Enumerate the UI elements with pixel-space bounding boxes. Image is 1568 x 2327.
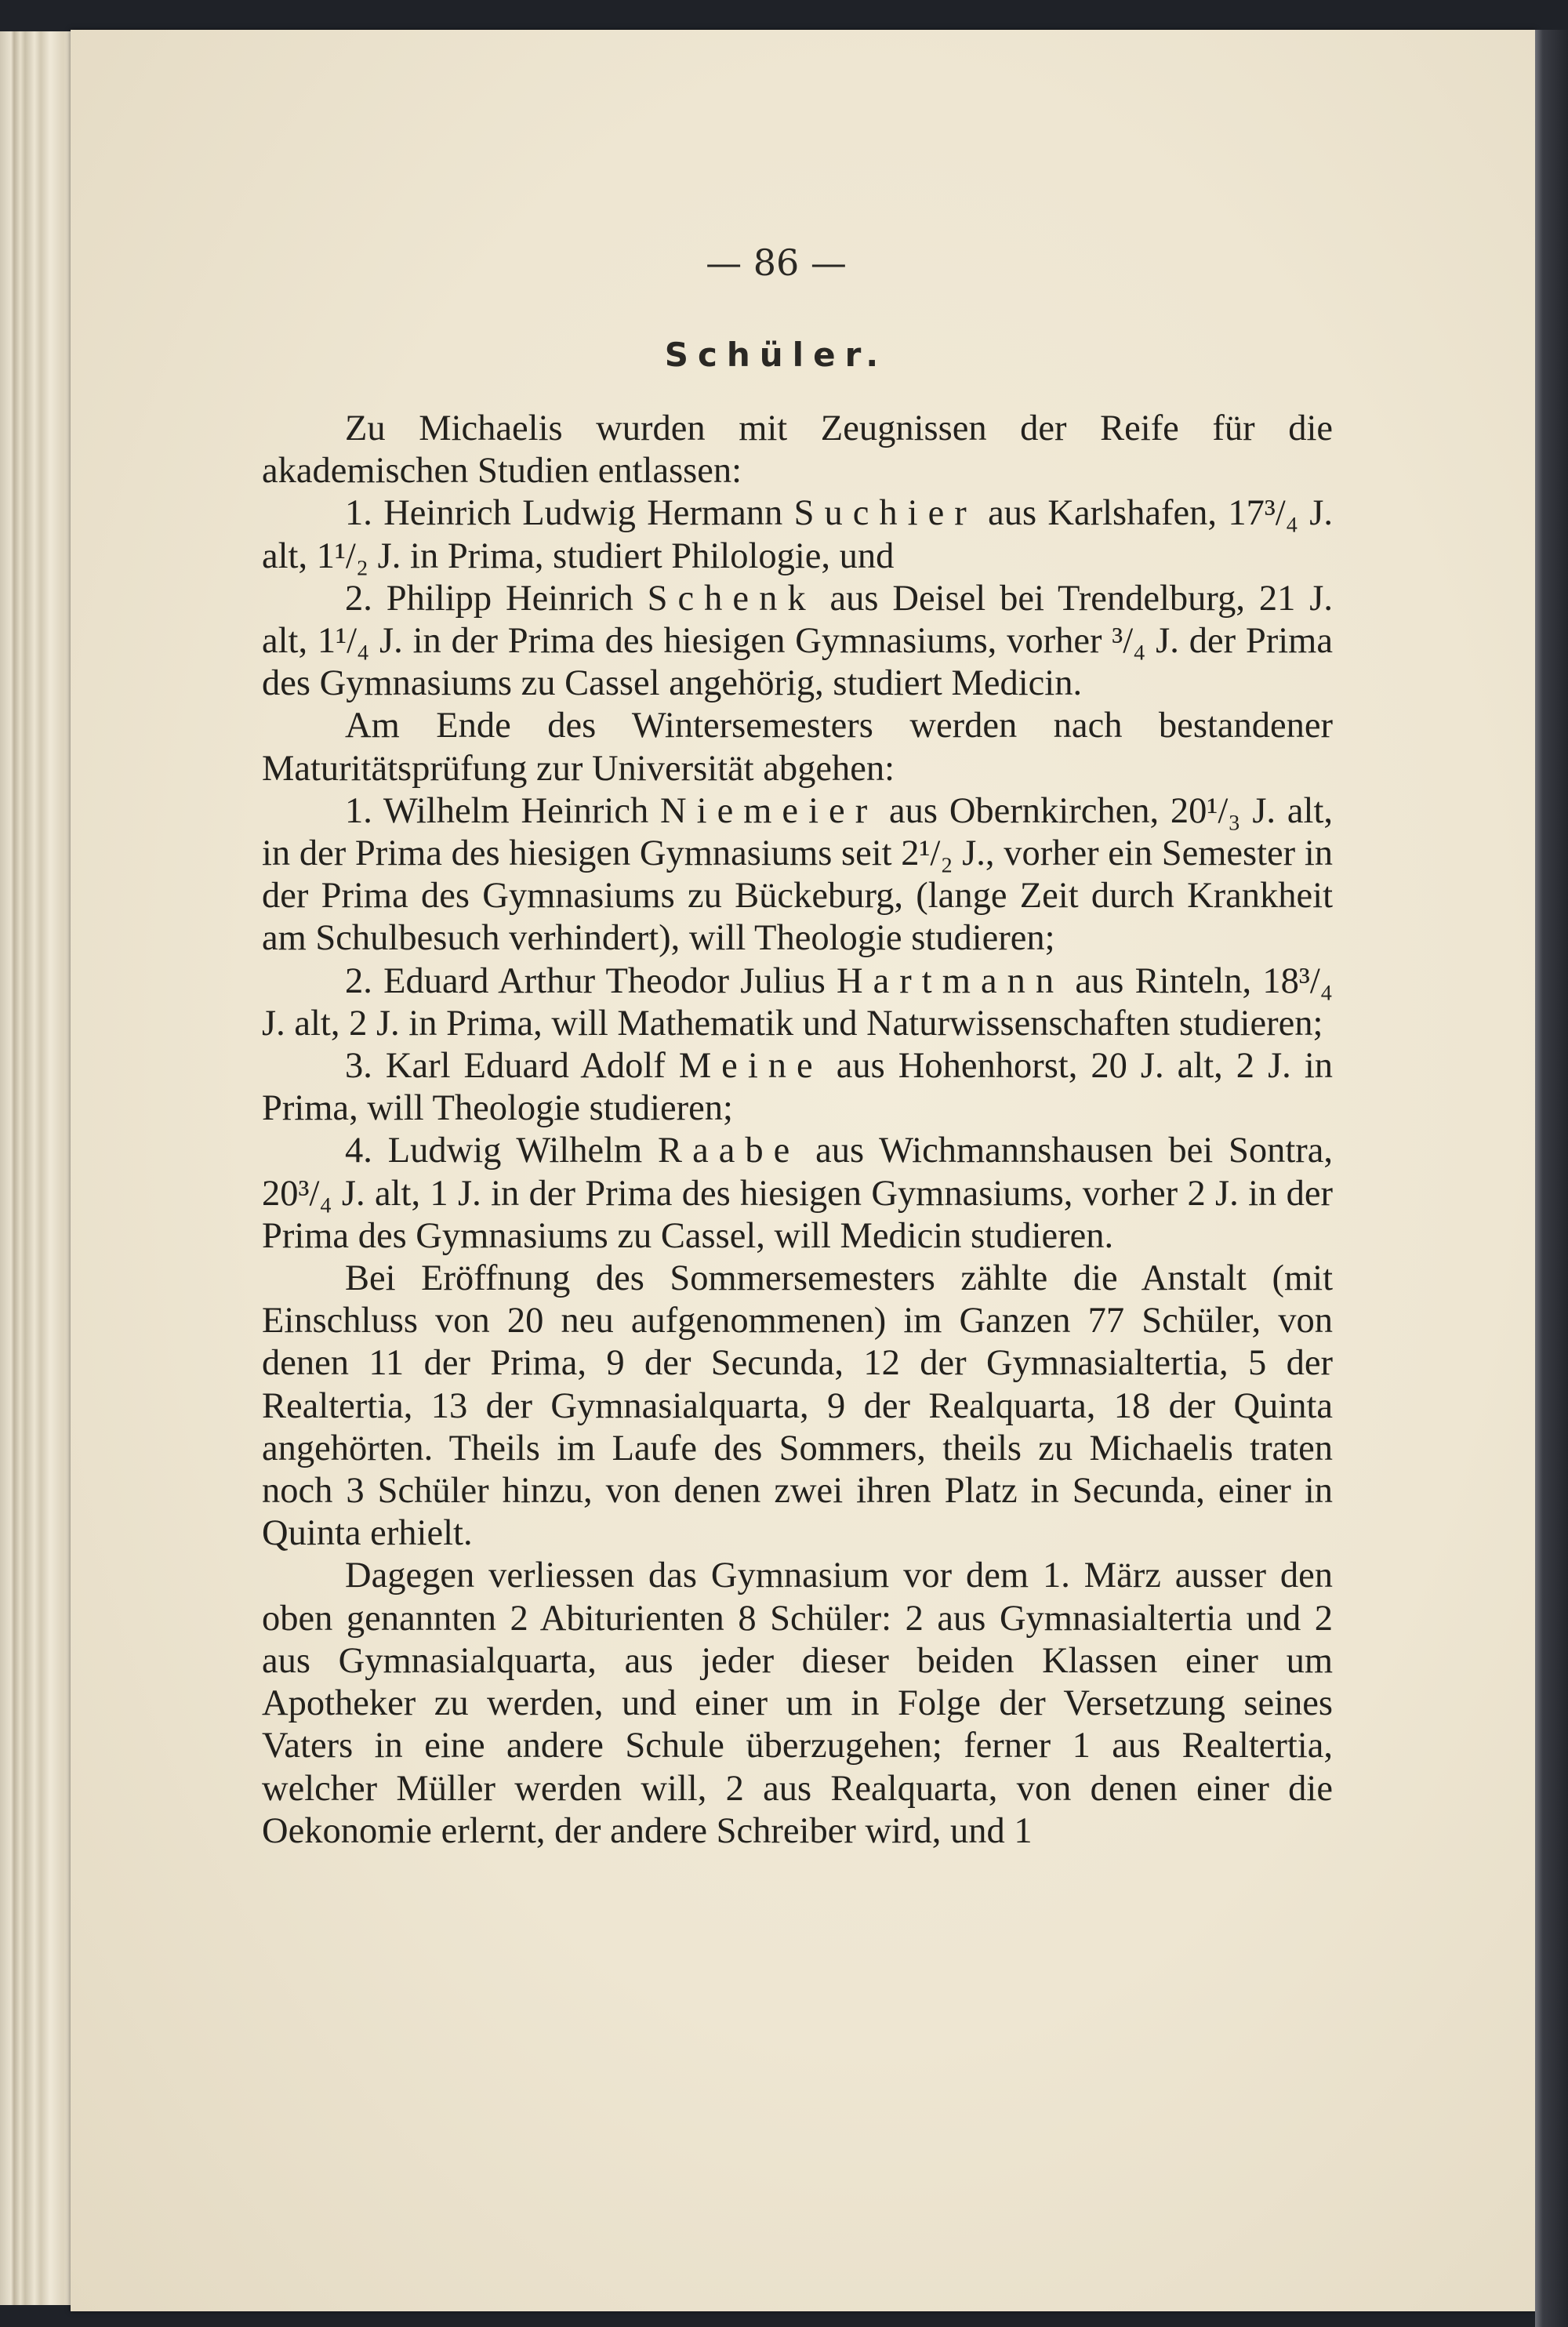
spaced-name: Raabe <box>658 1131 800 1171</box>
text-run: Dagegen verliessen das Gymnasium vor dem 1. März ausser den oben genannten 2 Abiturienten 8 Schüler: 2 aus Gymnasialtertia und 2 aus Gymnasialquarta, aus jeder dieser beiden Klassen einer um Apotheker zu werden, und einer um in Folge der Versetzung seines Vaters in eine andere Schule überzugehen; ferner 1 aus Realtertia, welcher Müller werden will, 2 aus Realquarta, von denen einer die Oekonomie erlernt, der andere Schreiber wird, und 1 <box>262 1556 1333 1851</box>
paragraph <box>262 492 1333 577</box>
paragraph <box>262 960 1333 1045</box>
spaced-name: Meine <box>678 1046 823 1087</box>
text-run: 1. Wilhelm Heinrich <box>345 790 661 831</box>
text-run: aus Deisel bei Trendelburg, 21 J. alt, 1¹/₄ J. in der Prima des hiesigen Gymnasiums, vorher ³/₄ J. der Prima des Gymnasiums zu Cassel angehörig, studiert Medicin. <box>262 578 1333 704</box>
text-run: aus Obernkirchen, 20¹/₃ J. alt, in der Prima des hiesigen Gymnasiums seit 2¹/₂ J., vorher ein Semester in der Prima des Gymnasiums zu Bückeburg, (lange Zeit durch Krankheit am Schulbesuch verhindert), will Theologie studieren; <box>262 790 1333 959</box>
paragraph <box>262 1555 1333 1852</box>
text-run: aus Karlshafen, 17³/₄ J. alt, 1¹/₂ J. in Prima, studiert Philologie, und <box>262 493 1333 576</box>
text-run: 2. Philipp Heinrich <box>345 578 648 619</box>
text-run: Bei Eröffnung des Sommersemesters zählte die Anstalt (mit Einschluss von 20 neu aufgenommenen) im Ganzen 77 Schüler, von denen 11 der Prima, 9 der Secunda, 12 der Gymnasialtertia, 5 der Realtertia, 13 der Gymnasialquarta, 9 der Realquarta, 18 der Quinta angehörten. Theils im Laufe des Sommers, theils zu Michaelis traten noch 3 Schüler hinzu, von denen zwei ihren Platz in Secunda, einer in Quinta erhielt. <box>262 1258 1333 1554</box>
book-binding-shadow <box>1535 30 1568 2327</box>
paragraph <box>262 705 1333 790</box>
text-run: aus Hohenhorst, 20 J. alt, 2 J. in Prima, will Theologie studieren; <box>262 1046 1333 1129</box>
paragraph <box>262 1045 1333 1130</box>
spaced-name: Suchier <box>793 493 977 534</box>
body-text <box>262 408 1333 1853</box>
text-run: Zu Michaelis wurden mit Zeugnissen der Reife für die akademischen Studien entlassen: <box>262 408 1333 492</box>
paragraph <box>262 408 1333 492</box>
paragraph <box>262 1130 1333 1258</box>
text-run: 3. Karl Eduard Adolf <box>345 1046 679 1087</box>
spaced-name: Hartmann <box>837 960 1065 1001</box>
section-heading: Schüler. <box>664 336 888 374</box>
text-run: aus Rinteln, 18³/₄ J. alt, 2 J. in Prima, will Mathematik und Naturwissenschaften studieren; <box>262 960 1333 1044</box>
text-run: 4. Ludwig Wilhelm <box>345 1131 659 1171</box>
paragraph <box>262 790 1333 960</box>
text-run: 1. Heinrich Ludwig Hermann <box>345 493 794 534</box>
spaced-name: Schenk <box>647 578 816 619</box>
paragraph <box>262 1258 1333 1555</box>
text-run: Am Ende des Wintersemesters werden nach bestandener Maturitätsprüfung zur Universität abgehen: <box>262 706 1333 789</box>
paragraph <box>262 578 1333 706</box>
text-run: 2. Eduard Arthur Theodor Julius <box>345 960 837 1001</box>
spaced-name: Niemeier <box>660 790 878 831</box>
text-run: aus Wichmannshausen bei Sontra, 20³/₄ J. alt, 1 J. in der Prima des hiesigen Gymnasiums, vorher 2 J. in der Prima des Gymnasiums zu Cassel, will Medicin studieren. <box>262 1131 1333 1256</box>
page-number: — 86 — <box>706 241 847 284</box>
